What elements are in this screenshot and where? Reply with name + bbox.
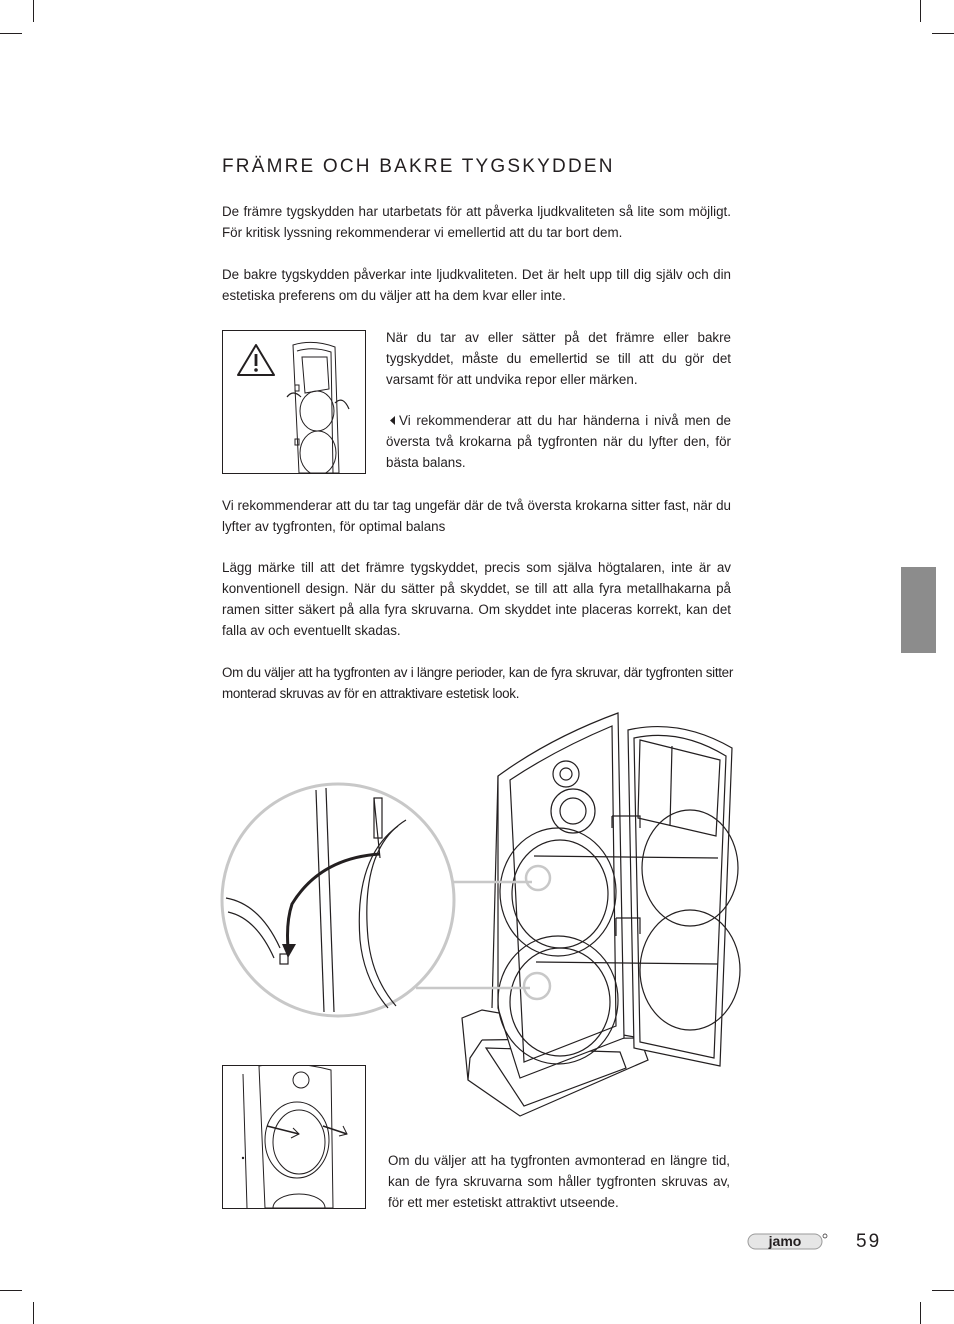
page-heading: FRÄMRE OCH BAKRE TYGSKYDDEN xyxy=(222,156,615,177)
page-number: 59 xyxy=(856,1231,882,1252)
section-tab xyxy=(901,567,936,653)
crop-mark xyxy=(920,1302,921,1324)
recommendation-text: Vi rekommenderar att du har händerna i nivå men de översta två krokarna på tygfronten när du lyfter den, för bästa balans. xyxy=(386,413,731,470)
crop-mark xyxy=(0,33,22,34)
grille-sketch xyxy=(287,342,349,473)
paragraph-screws: Om du väljer att ha tygfronten av i längre perioder, kan de fyra skruvar, där tygfronten sitter monterad skruvas av för en attraktivare estetisk look. xyxy=(222,665,733,701)
crop-mark xyxy=(0,1290,22,1291)
paragraph-intro: De främre tygskydden har utarbetats för att påverka ljudkvaliteten så lite som möjligt. För kritisk lyssning rekommenderar vi emellertid att du tar bort dem. xyxy=(222,204,731,240)
paragraph-lifting: Vi rekommenderar att du tar tag ungefär där de två översta krokarna sitter fast, när du lyfter av tygfronten, för optimal balans xyxy=(222,498,731,534)
crop-mark xyxy=(932,1290,954,1291)
paragraph-design-note: Lägg märke till att det främre tygskyddet, precis som själva högtalaren, inte är av konventionell design. När du sätter på skyddet, se till att alla fyra metallhakarna på ramen sitter säkert på alla fyra skruvarna. Om skyddet inte placeras korrekt, kan det falla av och eventuellt skadas. xyxy=(222,560,731,638)
screw-removal-figure xyxy=(222,1065,366,1209)
bottom-text: Om du väljer att ha tygfronten avmonterad en längre tid, kan de fyra skruvarna som håller tygfronten skruvas av, för ett mer estetiskt attraktivt utseende. xyxy=(388,1153,730,1210)
crop-mark xyxy=(932,33,954,34)
warning-triangle-icon xyxy=(238,345,274,375)
warning-figure xyxy=(222,330,366,474)
warning-text: När du tar av eller sätter på det främre eller bakre tygskyddet, måste du emellertid se till att du gör det varsamt för att undvika repor eller märken. xyxy=(386,330,731,387)
crop-mark xyxy=(33,0,34,22)
speaker-illustration xyxy=(220,708,750,1126)
paragraph-rear-covers: De bakre tygskydden påverkar inte ljudkvaliteten. Det är helt upp till dig själv och din estetiska preferens om du väljer att ha dem kvar eller inte. xyxy=(222,267,731,303)
crop-mark xyxy=(33,1302,34,1324)
crop-mark xyxy=(920,0,921,22)
brand-logo-text: jamo xyxy=(768,1233,802,1249)
jamo-logo xyxy=(747,1232,829,1252)
